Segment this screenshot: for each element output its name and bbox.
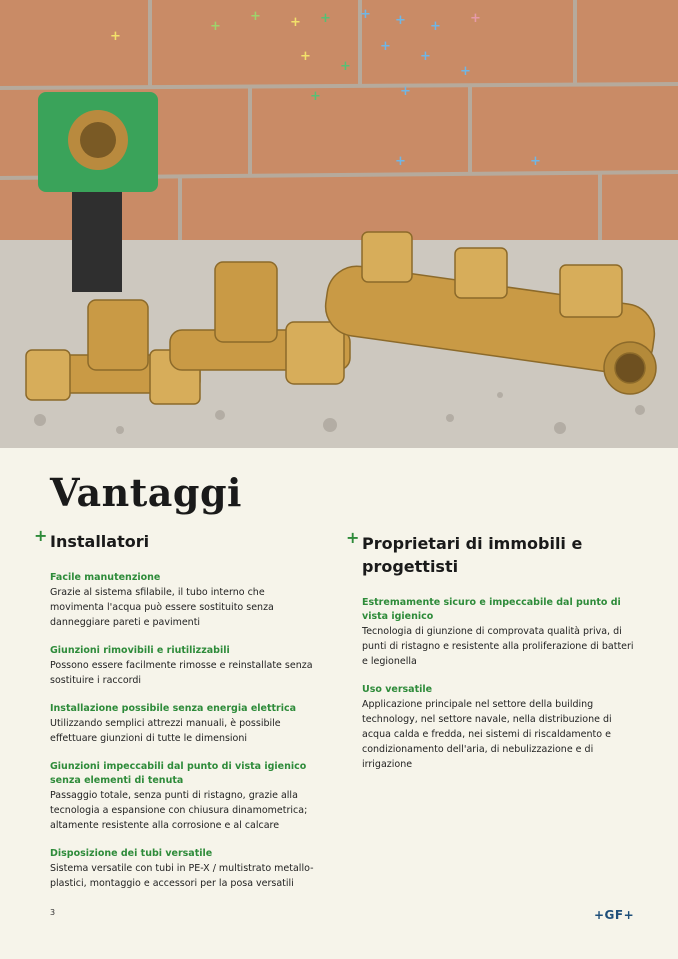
list-item xyxy=(50,571,320,630)
item-body: Grazie al sistema sfilabile, il tubo interno che movimenta l'acqua può essere sostituito senza danneggiare pareti e pavimenti xyxy=(50,587,274,628)
svg-text:+: + xyxy=(420,49,431,64)
svg-text:+: + xyxy=(400,84,411,99)
svg-text:+: + xyxy=(110,29,121,44)
gf-logo: +GF+ xyxy=(594,908,635,922)
item-body: Passaggio totale, senza punti di ristagno, grazie alla tecnologia a espansione con chiusura dinamometrica; altamente resistente alla corrosione e al calcare xyxy=(50,790,308,831)
item-title: Giunzioni rimovibili e riutilizzabili xyxy=(50,645,230,656)
item-body: Applicazione principale nel settore della building technology, nel settore navale, nella distribuzione di acqua calda e fredda, nei sistemi di riscaldamento e condizionamento dell'aria, di nebulizzazione e di irrigazione xyxy=(362,699,612,770)
item-title: Giunzioni impeccabili dal punto di vista igienico senza elementi di tenuta xyxy=(50,761,307,786)
svg-text:+: + xyxy=(290,15,301,30)
installers-heading: Installatori xyxy=(50,532,150,551)
svg-text:+: + xyxy=(250,9,261,24)
owners-heading: Proprietari di immobili e progettisti xyxy=(362,534,583,576)
item-title: Disposizione dei tubi versatile xyxy=(50,848,213,859)
svg-text:+: + xyxy=(310,89,321,104)
page-title: Vantaggi xyxy=(50,470,242,515)
list-item xyxy=(50,702,320,746)
svg-text:+: + xyxy=(430,19,441,34)
installers-column xyxy=(34,526,320,905)
svg-text:+: + xyxy=(320,11,331,26)
plus-icon: + xyxy=(34,526,48,545)
svg-text:+: + xyxy=(460,64,471,79)
list-item xyxy=(50,644,320,688)
item-body: Tecnologia di giunzione di comprovata qualità priva, di punti di ristagno e resistente alla proliferazione di batteri e legionella xyxy=(362,626,634,667)
item-title: Uso versatile xyxy=(362,684,433,695)
hero-photo xyxy=(0,0,678,448)
owners-column xyxy=(346,528,642,786)
item-body: Possono essere facilmente rimosse e reinstallate senza sostituire i raccordi xyxy=(50,660,313,686)
svg-text:+: + xyxy=(395,13,406,28)
svg-text:+: + xyxy=(210,19,221,34)
svg-text:+: + xyxy=(300,49,311,64)
item-title: Estremamente sicuro e impeccabile dal punto di vista igienico xyxy=(362,597,621,622)
list-item xyxy=(362,596,642,669)
svg-text:+: + xyxy=(340,59,351,74)
item-title: Installazione possibile senza energia elettrica xyxy=(50,703,297,714)
svg-text:+: + xyxy=(380,39,391,54)
item-body: Utilizzando semplici attrezzi manuali, è possibile effettuare giunzioni di tutte le dimensioni xyxy=(50,718,281,744)
item-body: Sistema versatile con tubi in PE-X / multistrato metallo-plastici, montaggio e accessori per la posa versatili xyxy=(50,863,314,889)
svg-text:+: + xyxy=(470,11,481,26)
list-item xyxy=(50,760,320,833)
hero-illustration xyxy=(0,0,678,448)
svg-text:+: + xyxy=(530,154,541,169)
svg-text:+: + xyxy=(360,7,371,22)
page-number: 3 xyxy=(50,908,56,917)
item-title: Facile manutenzione xyxy=(50,572,161,583)
plus-icon: + xyxy=(346,528,360,547)
svg-text:+: + xyxy=(395,154,406,169)
list-item xyxy=(362,683,642,772)
list-item xyxy=(50,847,320,891)
